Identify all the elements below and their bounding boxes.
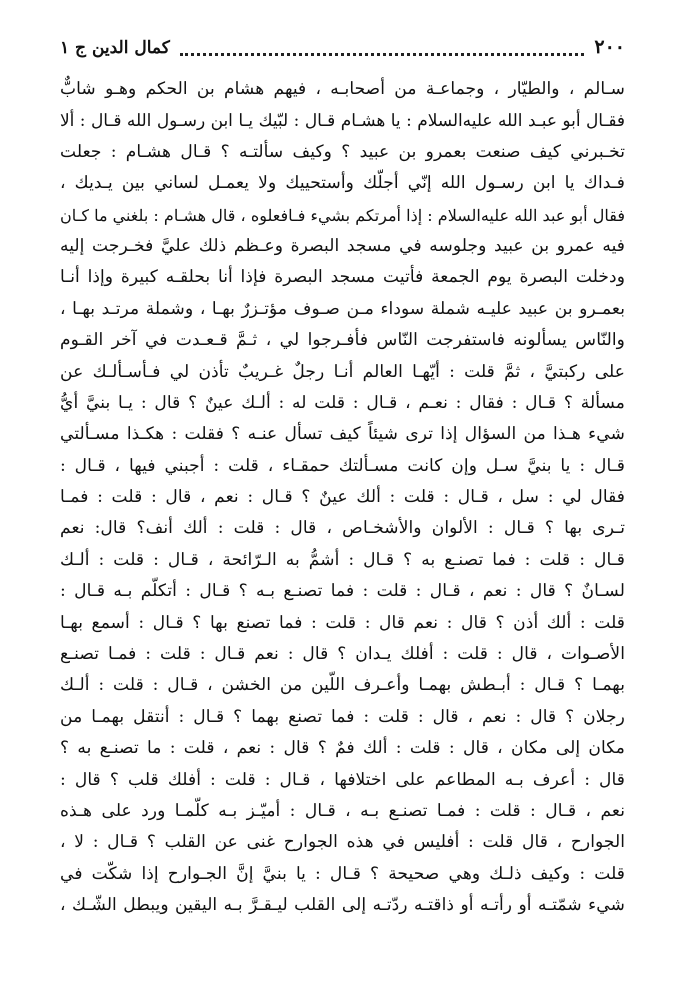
text-line: والنّاس يسألونه فاستفرجت النّاس فأفـرجوا لي ، ثـمَّ قـعـدت في آخر القـوم [60,330,625,351]
text-line: فقال لي : سل ، قـال : قلت : ألك عينٌ ؟ قـال : نعم ، قال : قلت : فمـا [60,487,625,508]
text-line: سـالم ، والطيّار ، وجماعـة من أصحابـه ، فيهم هشام بن الحكم وهـو شابٌّ [60,79,625,99]
text-line: مسألة ؟ قـال : فقال : نعـم ، قـال : قلت له : ألـك عينٌ ؟ قال : يـا بنيَّ أيُّ [60,392,625,413]
text-line: لسـانٌ ؟ قال : نعم ، قـال : قلت : فما تصنـع بـه ؟ قـال : أتكلّم بـه قـال : [60,581,625,602]
book-title: كمال الدين ج ١ [60,38,170,58]
dotted-leader [180,39,585,56]
text-line: بعمـرو بن عبيد عليـه شملة سوداء مـن صـوف مؤتـزرٌ بهـا ، وشملة مرتـد بهـا ، [60,298,625,319]
text-line: بهمـا ؟ قـال : أبـطش بهمـا وأعـرف اللّين من الخشن ، قـال : قلت : ألـك [60,675,625,696]
text-line: فيه عمرو بن عبيد وجلوسه في مسجد البصرة وعـظم ذلك عليَّ فخـرجت إليه [60,235,625,256]
text-line: فقـال أبو عبـد الله عليه‌السلام : يا هشـام قـال : لبّيك يـا ابن رسـول الله قـال : ألا [60,110,625,131]
text-line: شيء هـذا من السؤال إذا ترى شيئاً كيف تسأل عنـه ؟ فقلت : هكـذا مسـألتي [60,424,625,445]
body-text [60,74,625,922]
running-header [60,34,625,60]
text-line: قلت : وكيف ذلـك وهي صحيحة ؟ قـال : يا بنيَّ إنَّ الجـوارح إذا شكّت في [60,863,625,884]
text-line: مكان إلى مكان ، قال : قلت : ألك فمٌ ؟ قال : نعم ، قلت : ما تصنـع به ؟ [60,738,625,759]
text-line: الجوارح ، قال قلت : أفليس في هذه الجوارح غنى عن القلب ؟ قـال : لا ، [60,832,625,853]
page-number: ٢٠٠ [594,36,625,58]
text-line: ودخلت البصرة يوم الجمعة فأتيت مسجد البصرة فإذا أنا بحلقـه كبيرة وإذا أنـا [60,267,625,288]
text-line: على ركبتيَّ ، ثمَّ قلت : أيّهـا العالم أنـا رجلٌ غـريبٌ تأذن لي فـأسـألـك عن [60,361,625,382]
text-line: الأصـوات ، قال : قلت : أفلك يـدان ؟ قال : نعم قـال : قلت : فمـا تصنـع [60,644,625,665]
text-line: قال : أعرف بـه المطاعم على اختلافها ، قـال : قلت : أفلك قلب ؟ قال : [60,769,625,790]
text-line: تخـبرني كيف صنعت بعمرو بن عبيد ؟ وكيف سألتـه ؟ قـال هشـام : جعلت [60,141,625,162]
text-line: نعم ، قـال : قلت : فمـا تصنـع بـه ، قـال : أميّـز بـه كلّمـا ورد على هـذه [60,800,625,821]
text-line: فقال أبو عبد الله عليه‌السلام : إذا أمرتكم بشيء فـافعلوه ، قال هشـام : بلغني ما كـان [60,205,625,225]
text-line: قـال : يا بنيَّ سـل وإن كانت مسـألتك حمقـاء ، قلت : أجبني فيها ، قـال : [60,455,625,476]
text-line: رجلان ؟ قال : نعم ، قال : قلت : فما تصنع بهما ؟ قـال : أنتقل بهمـا من [60,706,625,727]
text-line: قـال : قلت : فما تصنـع به ؟ قـال : أشمُّ به الـرّائحة ، قـال : قلت : ألـك [60,549,625,570]
text-line: قلت : ألك أذن ؟ قال : نعم قال : قلت : فما تصنع بها ؟ قـال : أسمع بهـا [60,612,625,633]
text-line: شيء شمّتـه أو رأتـه أو ذاقتـه ردّتـه إلى القلب ليـقـرَّ بـه اليقين ويبطل الشّـك ، [60,895,625,916]
text-line: تـرى بها ؟ قـال : الألوان والأشخـاص ، قال : قلت : ألك أنف؟ قال: نعم [60,518,625,539]
text-line: فـداك يا ابن رسـول الله إنّي أجلّك وأستحييك ولا يعمـل لساني بين يـديك ، [60,173,625,194]
